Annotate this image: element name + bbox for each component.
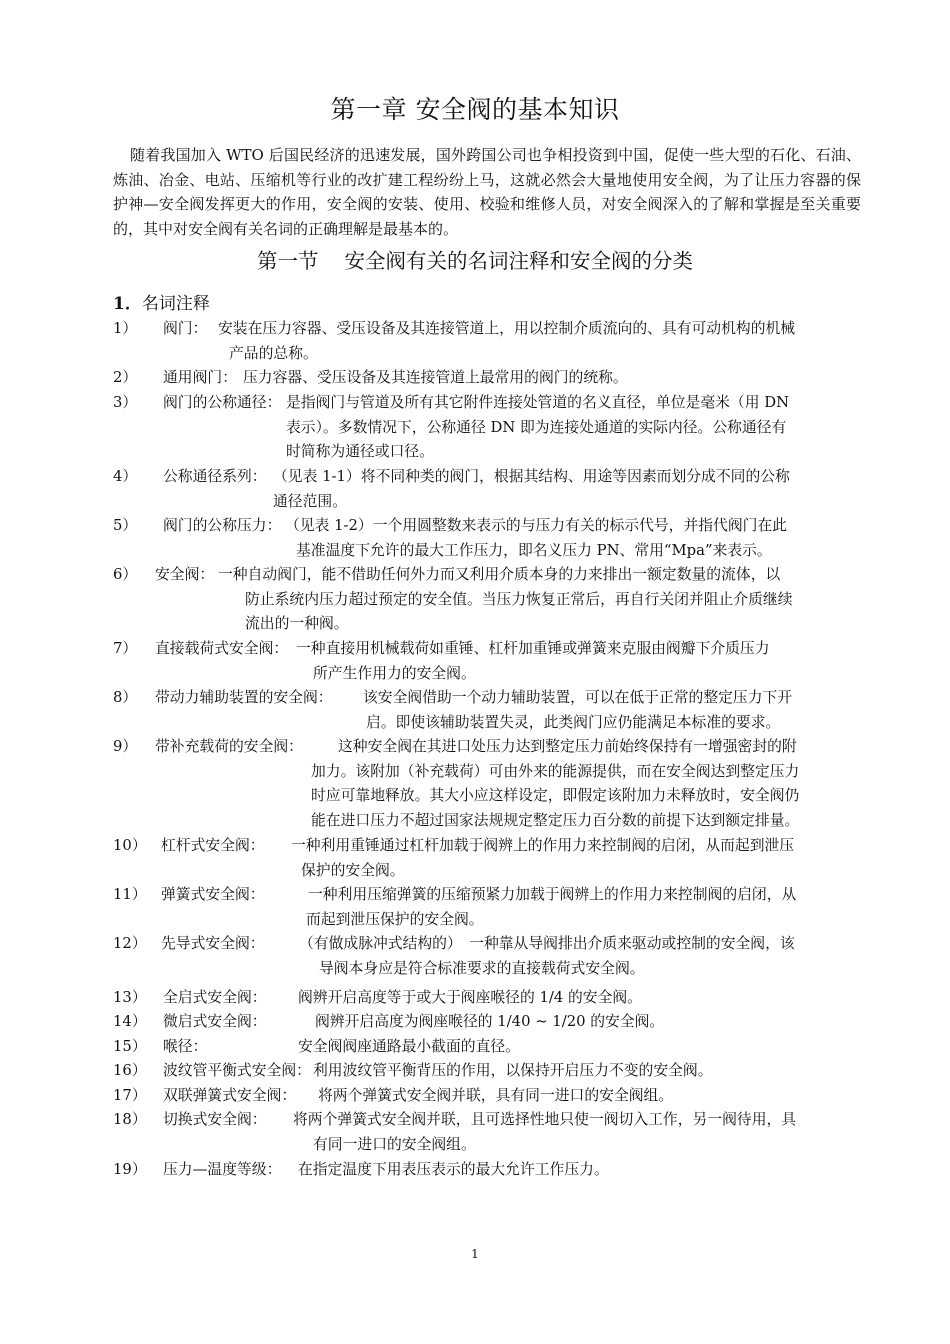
glossary-item <box>113 1084 861 1109</box>
section-title <box>0 244 950 274</box>
item-number: 2） <box>113 369 138 386</box>
definition-line: 而起到泄压保护的安全阀。 <box>306 910 484 928</box>
item-number: 5） <box>113 517 138 534</box>
definition-line: 所产生作用力的安全阀。 <box>313 664 476 682</box>
item-term: 直接载荷式安全阀： <box>155 640 289 657</box>
item-number: 9） <box>113 738 138 755</box>
item-term: 杠杆式安全阀： <box>161 837 265 854</box>
section-number: 第一节 <box>257 249 319 273</box>
definition-line: 在指定温度下用表压表示的最大允许工作压力。 <box>298 1161 609 1178</box>
item-term: 双联弹簧式安全阀： <box>163 1087 297 1104</box>
subheading-number: 1． <box>113 294 142 314</box>
item-number: 10） <box>113 837 147 854</box>
item-term: 阀门的公称压力： <box>163 517 282 534</box>
page-number: 1 <box>471 1247 479 1261</box>
glossary-item <box>113 563 861 637</box>
item-term: 带动力辅助装置的安全阀： <box>155 689 333 706</box>
glossary-item <box>113 735 861 833</box>
glossary-item <box>113 932 861 981</box>
definition-line: 启。即使该辅助装置失灵，此类阀门应仍能满足本标准的要求。 <box>366 713 781 731</box>
definition-line: 时应可靠地释放。其大小应这样设定，即假定该附加力未释放时，安全阀仍 <box>311 787 800 804</box>
definition-line: 一种直接用机械载荷如重锤、杠杆加重锤或弹簧来克服由阀瓣下介质压力 <box>296 640 770 657</box>
glossary-item <box>113 834 861 883</box>
item-number: 17） <box>113 1087 147 1104</box>
item-number: 11） <box>113 886 147 903</box>
definition-line: （有做成脉冲式结构的） 一种靠从导阀排出介质来驱动或控制的安全阀，该 <box>299 935 795 952</box>
item-definition <box>113 317 861 366</box>
definition-line: （见表 1-1）将不同种类的阀门，根据其结构、用途等因素而划分成不同的公称 <box>273 468 790 485</box>
item-term: 切换式安全阀： <box>163 1111 267 1128</box>
glossary-item <box>113 1035 861 1060</box>
item-number: 4） <box>113 468 138 485</box>
definition-line: 利用波纹管平衡背压的作用，以保持开启压力不变的安全阀。 <box>313 1062 713 1079</box>
item-number: 6） <box>113 566 138 583</box>
item-term: 全启式安全阀： <box>163 989 267 1006</box>
glossary-item <box>113 465 861 514</box>
item-number: 16） <box>113 1062 147 1079</box>
definition-line: 是指阀门与管道及所有其它附件连接处管道的名义直径，单位是毫米（用 DN <box>286 394 790 411</box>
definition-line: 一种利用重锤通过杠杆加载于阀辨上的作用力来控制阀的启闭，从而起到泄压 <box>291 837 795 854</box>
definition-line: 防止系统内压力超过预定的安全值。当压力恢复正常后，再自行关闭并阻止介质继续 <box>245 590 793 608</box>
glossary-item <box>113 317 861 366</box>
definition-line: （见表 1-2）一个用圆整数来表示的与压力有关的标示代号，并指代阀门在此 <box>285 517 788 534</box>
item-definition <box>113 1035 861 1060</box>
item-number: 7） <box>113 640 138 657</box>
definition-line: 表示）。多数情况下，公称通径 DN 即为连接处通道的实际内径。公称通径有 <box>286 418 787 436</box>
chapter-title: 第一章 安全阀的基本知识 <box>330 95 620 124</box>
item-term: 安全阀： <box>155 566 215 583</box>
subheading <box>113 289 210 314</box>
item-number: 13） <box>113 989 147 1006</box>
item-number: 1） <box>113 320 138 337</box>
item-number: 19） <box>113 1161 147 1178</box>
glossary-item <box>113 1158 861 1183</box>
item-number: 12） <box>113 935 147 952</box>
subheading-text: 名词注释 <box>141 294 210 314</box>
item-term: 先导式安全阀： <box>161 935 265 952</box>
definition-line: 将两个弹簧式安全阀并联，具有同一进口的安全阀组。 <box>318 1087 674 1104</box>
glossary-item <box>113 686 861 735</box>
definition-line: 有同一进口的安全阀组。 <box>313 1135 476 1153</box>
intro-paragraph: 随着我国加入 WTO 后国民经济的迅速发展，国外跨国公司也争相投资到中国，促使一些大型的石化、石油、炼油、冶金、电站、压缩机等行业的改扩建工程纷纷上马，这就必然会大量地使用安全阀，为了让压力容器的保护神—安全阀发挥更大的作用，安全阀的安装、使用、校验和维修人员，对安全阀深入的了解和掌握是至关重要的，其中对安全阀有关名词的正确理解是最基本的。 <box>113 146 861 238</box>
glossary-item <box>113 1059 861 1084</box>
definition-line: 阀辨开启高度为阀座喉径的 1/40 ~ 1/20 的安全阀。 <box>315 1013 665 1030</box>
definition-line: 流出的一种阀。 <box>245 615 349 632</box>
item-term: 波纹管平衡式安全阀： <box>163 1062 311 1079</box>
glossary-item <box>113 986 861 1011</box>
section-name: 安全阀有关的名词注释和安全阀的分类 <box>344 249 693 273</box>
item-term: 带补充载荷的安全阀： <box>155 738 303 755</box>
definition-line: 时简称为通径或口径。 <box>286 443 434 460</box>
glossary-item <box>113 391 861 465</box>
definition-line: 加力。该附加（补充载荷）可由外来的能源提供，而在安全阀达到整定压力 <box>311 762 800 780</box>
definition-line: 压力容器、受压设备及其连接管道上最常用的阀门的统称。 <box>243 369 628 386</box>
definition-line: 保护的安全阀。 <box>301 861 405 879</box>
definition-line: 通径范围。 <box>273 492 347 510</box>
item-definition <box>113 563 861 637</box>
item-term: 阀门的公称通径： <box>163 394 282 411</box>
definition-line: 该安全阀借助一个动力辅助装置，可以在低于正常的整定压力下开 <box>363 689 793 706</box>
glossary-item <box>113 637 861 686</box>
item-term: 喉径： <box>163 1038 208 1055</box>
item-term: 弹簧式安全阀： <box>161 886 265 903</box>
definition-line: 能在进口压力不超过国家法规规定整定压力百分数的前提下达到额定排量。 <box>311 811 800 829</box>
item-term: 微启式安全阀： <box>163 1013 267 1030</box>
glossary-item <box>113 1108 861 1157</box>
definition-line: 这种安全阀在其进口处压力达到整定压力前始终保持有一增强密封的附 <box>338 738 797 755</box>
item-number: 18） <box>113 1111 147 1128</box>
definition-line: 一种利用压缩弹簧的压缩预紧力加载于阀辨上的作用力来控制阀的启闭，从 <box>308 886 797 903</box>
item-term: 通用阀门： <box>163 369 237 386</box>
item-number: 8） <box>113 689 138 706</box>
item-number: 14） <box>113 1013 147 1030</box>
glossary-item <box>113 883 861 932</box>
definition-line: 安全阀阀座通路最小截面的直径。 <box>298 1038 520 1055</box>
definition-line: 产品的总称。 <box>229 344 318 362</box>
item-term: 公称通径系列： <box>163 468 267 485</box>
definition-line: 安装在压力容器、受压设备及其连接管道上，用以控制介质流向的、具有可动机构的机械 <box>218 320 796 337</box>
glossary-item <box>113 366 861 391</box>
glossary-item <box>113 514 861 563</box>
definition-line: 阀辨开启高度等于或大于阀座喉径的 1/4 的安全阀。 <box>298 989 642 1006</box>
definition-line: 导阀本身应是符合标准要求的直接载荷式安全阀。 <box>319 959 645 977</box>
definition-line: 一种自动阀门，能不借助任何外力而又利用介质本身的力来排出一额定数量的流体，以 <box>218 566 781 583</box>
item-term: 阀门： <box>163 320 208 337</box>
item-number: 15） <box>113 1038 147 1055</box>
definition-line: 基准温度下允许的最大工作压力，即名义压力 PN、常用“Mpa”来表示。 <box>296 541 772 559</box>
glossary-item <box>113 1010 861 1035</box>
item-term: 压力—温度等级： <box>163 1161 282 1178</box>
item-number: 3） <box>113 394 138 411</box>
definition-line: 将两个弹簧式安全阀并联，且可选择性地只使一阀切入工作，另一阀待用，具 <box>293 1111 797 1128</box>
